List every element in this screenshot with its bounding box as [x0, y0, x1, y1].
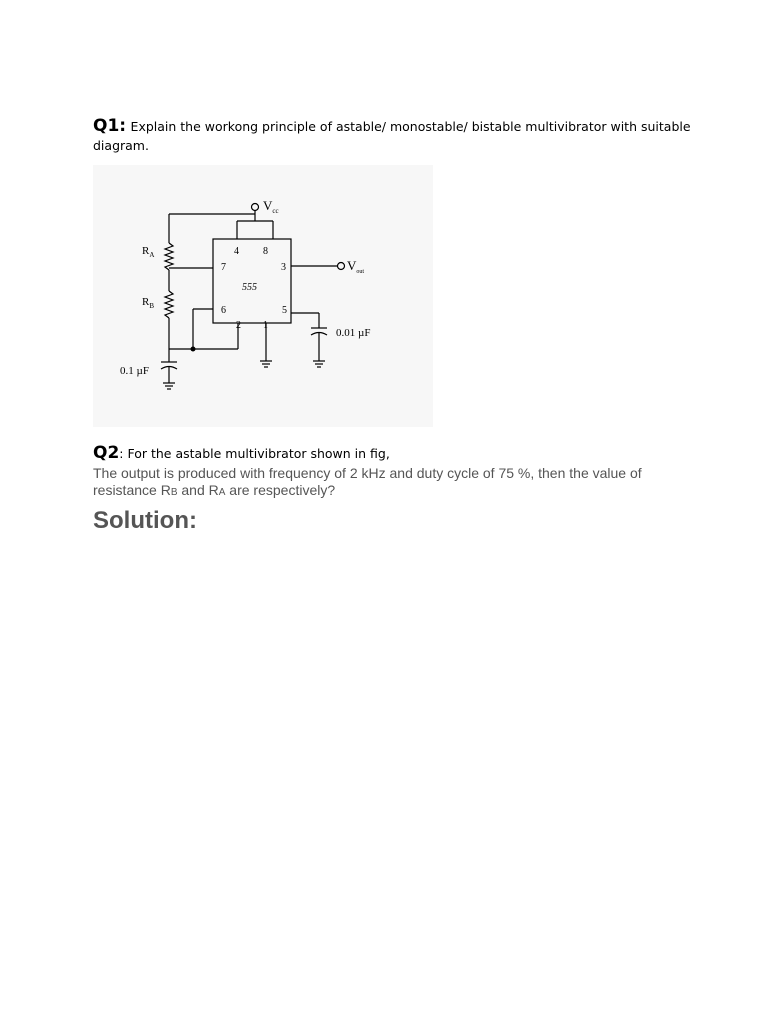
vout-label: $V_{out}$ [347, 258, 365, 275]
resistor-ra [165, 243, 173, 270]
q2-lead: : For the astable multivibrator shown in fig, [119, 446, 390, 461]
pin-3: 3 [281, 262, 286, 273]
vcc-label: $V_{cc}$ [263, 198, 279, 215]
control-capacitor-label: 0.01 µF [336, 327, 371, 339]
q2-subscript-a: A [218, 487, 226, 498]
pin-1: 1 [263, 320, 268, 331]
q2-problem-line-1: The output is produced with frequency of 2 kHz and duty cycle of 75 %, then the value of [93, 465, 642, 481]
q2-subscript-b: B [170, 487, 178, 498]
q2-text-e: are respectively? [225, 482, 336, 498]
q1-label: Q1: [93, 116, 127, 136]
vout-terminal [338, 263, 345, 270]
pin-6: 6 [221, 305, 226, 316]
question-2-header [93, 443, 693, 463]
q2-problem [93, 465, 693, 501]
ra-label: $R_A$ [142, 245, 155, 259]
resistor-rb [165, 291, 173, 318]
pin-7: 7 [221, 262, 226, 273]
junction-dot [191, 347, 196, 352]
pin-2: 2 [236, 320, 241, 331]
q2-label: Q2 [93, 443, 120, 463]
vcc-terminal [252, 204, 259, 211]
pin-4: 4 [234, 246, 239, 257]
circuit-svg [93, 165, 433, 427]
q2-problem-line-2 [93, 482, 693, 501]
timing-capacitor-label: 0.1 µF [120, 365, 149, 377]
circuit-diagram [93, 165, 433, 427]
question-1 [93, 117, 693, 155]
pin-5: 5 [282, 305, 287, 316]
q2-text-c: and R [177, 482, 219, 498]
ic-label: 555 [242, 282, 257, 293]
pin-8: 8 [263, 246, 268, 257]
q2-text-a: resistance R [93, 482, 171, 498]
solution-heading: Solution: [93, 507, 197, 534]
q1-text: Explain the workong principle of astable/ monostable/ bistable multivibrator with suitable diagram. [93, 119, 691, 153]
rb-label: $R_B$ [142, 296, 155, 310]
